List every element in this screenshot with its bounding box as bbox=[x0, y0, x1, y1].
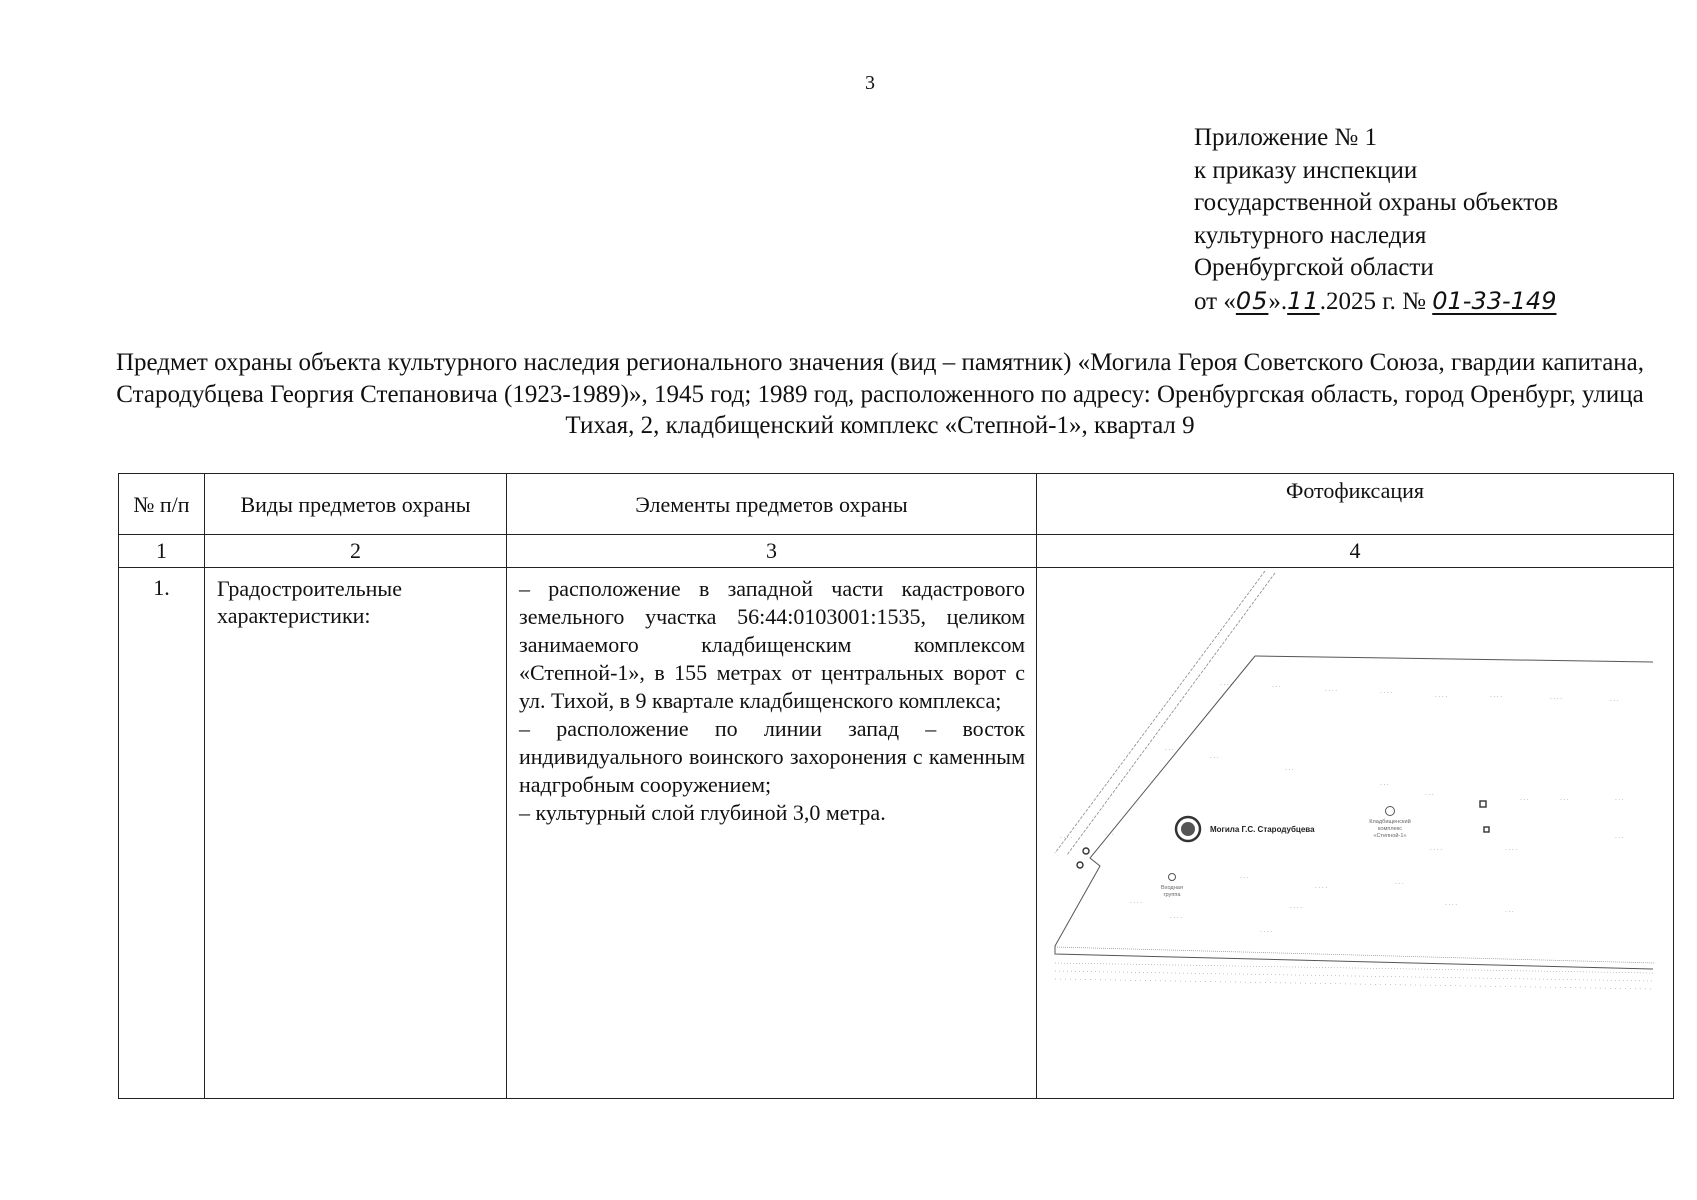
svg-text:· · ·: · · · bbox=[1395, 881, 1404, 887]
date-day-handwritten: 05 bbox=[1235, 286, 1269, 315]
boundary-hatch bbox=[1055, 947, 1655, 963]
svg-text:· · · ·: · · · · bbox=[1490, 694, 1503, 700]
svg-text:· · · ·: · · · · bbox=[1325, 688, 1338, 694]
svg-text:· · · ·: · · · · bbox=[1220, 682, 1233, 688]
svg-text:· · ·: · · · bbox=[1165, 747, 1174, 753]
date-prefix: от « bbox=[1194, 287, 1236, 315]
point-marker-icon bbox=[1083, 848, 1089, 854]
appendix-line: государственной охраны объектов bbox=[1194, 189, 1559, 216]
order-number-handwritten: 01-33-149 bbox=[1432, 286, 1557, 315]
date-year: .2025 г. № bbox=[1319, 287, 1433, 315]
svg-text:· · ·: · · · bbox=[1425, 792, 1434, 798]
road-line bbox=[1055, 571, 1265, 853]
svg-text:· · · ·: · · · · bbox=[1435, 694, 1448, 700]
complex-label: Кладбищенский bbox=[1369, 819, 1411, 825]
svg-text:· · · ·: · · · · bbox=[1315, 885, 1328, 891]
svg-text:· · ·: · · · bbox=[1210, 755, 1219, 761]
point-marker-icon bbox=[1484, 827, 1489, 832]
boundary-line bbox=[1055, 656, 1653, 969]
svg-text:· · ·: · · · bbox=[1615, 797, 1624, 803]
appendix-block bbox=[1194, 122, 1558, 318]
row-elements bbox=[507, 568, 1037, 1099]
plot-labels bbox=[1060, 682, 1624, 935]
gate-label: группа bbox=[1163, 892, 1181, 898]
appendix-line: культурного наследия bbox=[1194, 221, 1427, 249]
svg-text:· · ·: · · · bbox=[1380, 782, 1389, 788]
gate-label: Входная bbox=[1161, 885, 1183, 891]
column-number: 1 bbox=[119, 535, 205, 568]
grave-marker-core bbox=[1181, 822, 1195, 836]
svg-text:· · ·: · · · bbox=[1240, 875, 1249, 881]
complex-label: «Степной-1» bbox=[1373, 833, 1407, 839]
protection-table bbox=[118, 473, 1674, 1099]
gate-marker-icon bbox=[1169, 874, 1176, 881]
column-number-row bbox=[119, 535, 1674, 568]
svg-text:· · · ·: · · · · bbox=[1445, 902, 1458, 908]
site-plan-svg bbox=[1050, 571, 1665, 1011]
site-plan-map bbox=[1050, 571, 1665, 1011]
svg-text:· · · ·: · · · · bbox=[1260, 929, 1273, 935]
svg-text:· · ·: · · · bbox=[1105, 832, 1114, 838]
point-marker-icon bbox=[1077, 862, 1083, 868]
row-photo-cell bbox=[1037, 568, 1674, 1099]
svg-text:· · ·: · · · bbox=[1560, 797, 1569, 803]
element-item: – расположение по линии запад – восток индивидуального воинского захоронения с каменным надгробным сооружением; bbox=[519, 716, 1025, 797]
svg-text:· · ·: · · · bbox=[1285, 767, 1294, 773]
svg-text:· · ·: · · · bbox=[1520, 797, 1529, 803]
complex-marker-icon bbox=[1386, 807, 1395, 816]
road-line bbox=[1067, 573, 1275, 855]
svg-text:· · · ·: · · · · bbox=[1550, 696, 1563, 702]
svg-text:· · · ·: · · · · bbox=[1060, 835, 1073, 841]
document-title: Предмет охраны объекта культурного наследия регионального значения (вид – памятник) «Могила Героя Советского Союза, гвардии капитана, Стародубцева Георгия Степановича (1923-1989)», 1945 год; 1989 год, расположенного по адресу: Оренбургская область, город Оренбург, улица Тихая, 2, кладбищенский комплекс «Степной-1», квартал 9 bbox=[115, 349, 1645, 439]
svg-text:· · · ·: · · · · bbox=[1430, 847, 1443, 853]
svg-text:· · · ·: · · · · bbox=[1505, 847, 1518, 853]
complex-label: комплекс bbox=[1377, 826, 1403, 832]
appendix-line: Приложение № 1 bbox=[1194, 124, 1378, 151]
page-number: 3 bbox=[865, 72, 875, 94]
svg-text:· · · ·: · · · · bbox=[1130, 900, 1143, 906]
element-item: – расположение в западной части кадастрового земельного участка 56:44:0103001:1535, целиком занимаемого кладбищенским комплексом «Степной-1», в 155 метрах от центральных ворот с ул. Тихой, в 9 квартале кладбищенского комплекса; bbox=[519, 576, 1025, 713]
appendix-line: к приказу инспекции bbox=[1194, 156, 1418, 184]
svg-text:· · ·: · · · bbox=[1615, 835, 1624, 841]
svg-text:· · · ·: · · · · bbox=[1170, 915, 1183, 921]
svg-text:· · ·: · · · bbox=[1610, 698, 1619, 704]
boundary-line bbox=[1255, 656, 1653, 662]
column-number: 3 bbox=[507, 535, 1037, 568]
point-marker-icon bbox=[1480, 801, 1486, 807]
svg-text:· · ·: · · · bbox=[1272, 684, 1281, 690]
appendix-date-line bbox=[1194, 285, 1558, 319]
header-photo: Фотофиксация bbox=[1037, 474, 1674, 535]
date-sep: ». bbox=[1268, 287, 1288, 315]
header-num: № п/п bbox=[119, 474, 205, 535]
appendix-line: Оренбургской области bbox=[1194, 254, 1434, 281]
table-row bbox=[119, 568, 1674, 1099]
column-number: 2 bbox=[205, 535, 507, 568]
header-elements: Элементы предметов охраны bbox=[507, 474, 1037, 535]
header-type: Виды предметов охраны bbox=[205, 474, 507, 535]
svg-text:· · · ·: · · · · bbox=[1380, 690, 1393, 696]
column-number: 4 bbox=[1037, 535, 1674, 568]
row-number: 1. bbox=[119, 568, 205, 1099]
element-item: – культурный слой глубиной 3,0 метра. bbox=[519, 800, 886, 825]
svg-text:· · ·: · · · bbox=[1505, 909, 1514, 915]
row-type: Градостроительные характеристики: bbox=[205, 568, 507, 1099]
grave-label: Могила Г.С. Стародубцева bbox=[1210, 825, 1315, 834]
table-header-row bbox=[119, 474, 1674, 535]
date-month-handwritten: 11 bbox=[1287, 286, 1320, 315]
svg-text:· · · ·: · · · · bbox=[1290, 905, 1303, 911]
